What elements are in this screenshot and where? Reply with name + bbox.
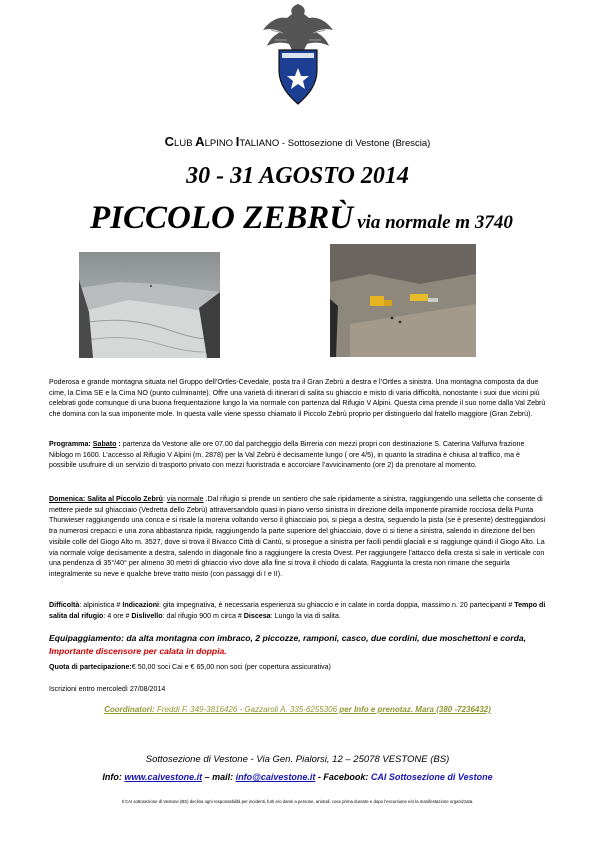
event-title: PICCOLO ZEBRÙ via normale m 3740 [90, 200, 513, 236]
equipment-paragraph: Equipaggiamento: da alta montagna con imbraco, 2 piccozze, ramponi, casco, due cordini, due moschettoni e corda, Importante discensore per calata in doppia. [49, 633, 527, 656]
difficulty-paragraph: Difficoltà: alpinistica # Indicazioni: gita impegnativa, è necessaria esperienza su ghiaccio e in calate in corda doppia, massimo n. 20 partecipanti # Tempo di salita dal rifugio: 4 ore # Dislivello: dal rifugio 900 m circa # Discesa: Lungo la via di salita. [49, 601, 546, 620]
event-date: 30 - 31 AGOSTO 2014 [186, 163, 409, 189]
coordinators-line: Coordinatori: Freddi F. 349-3816426 - Gazzaroli A. 335-6255306 per Info e prenotaz. Mara (380 -7236432) [104, 705, 491, 714]
domenica-paragraph: Domenica: Salita al Piccolo Zebrù: via normale .Dal rifugio si prende un sentiero che sale ripidamente a sinistra, raggiungendo una selletta che consente di mettere piede sul ghiacciaio (Vedretta dello Zebrù) attraversandolo quasi in piano verso sinistra in direzione della imponente piramide rocciosa della Punta Thurwieser raggiungendo una conca e si risale la morena voltando verso il ghiacciaio poi, si piega a destra, seguendo la pista (se è presente) destreggiandosi tra numerosi crepacci e una zona abbastanza ripida, raggiungendo la parte superiore del ghiacciaio, dove ci si tiene a sinistra, salendo in direzione del ben visibile colle del Giogo Alto m. 3527, dove si trova il Bivacco Città di Cantù, si prosegue a sinistra per facili pendii glaciali e si raggiunge quindi il Giogo Alto. La via normale volge decisamente a destra, salendo in diagonale fino a raggiungere la cresta Ovest. Per raggiungere l’attacco della cresta si sale in verticale con una pendenza di 35°/40° per almeno 30 metri di ghiaccio vivo dove alla fine si trova il chiodo di calata. Raggiunta la cresta non rimane che seguirla integralmente su neve e qualche breve tratto misto (con passaggi di I e II). [49, 495, 546, 578]
sabato-paragraph: Programma: Sabato : partenza da Vestone alle ore 07.00 dal parcheggio della Birreria con mezzi propri con destinazione S. Caterina Valfurva frazione Niblogo m 1600. L’accesso al Rifugio V Alpini (m. 2878) per la Val Zebrù è decisamente lungo ( ore 4/5), in quanto la stradina è chiusa al traffico, ma è possibile usufruire di un servizio di trasporto privato con mezzi fuoristrada e accorciare l’avvicinamento (ore 2) da prenotare al momento. [49, 440, 525, 470]
email-link[interactable]: info@caivestone.it [235, 772, 316, 782]
cai-logo [261, 0, 335, 112]
address-line: Sottosezione di Vestone - Via Gen. Pialorsi, 12 – 25078 VESTONE (BS) [145, 754, 450, 765]
fee-paragraph: Quota di partecipazione:€ 50,00 soci Cai e € 65,00 non soci (per copertura assicurativa) [49, 663, 331, 671]
registration-deadline: Iscrizioni entro mercoledì 27/08/2014 [49, 685, 166, 693]
refuge-photo [330, 244, 476, 357]
facebook-link[interactable]: CAI Sottosezione di Vestone [370, 772, 493, 782]
glacier-photo [79, 252, 220, 358]
intro-paragraph: Poderosa e grande montagna situata nel Gruppo dell’Ortles-Cevedale, posta tra il Gran Zebrù a destra e l’Ortles a sinistra. Una montagna composta da due cime, la Cima SE e la Cima NO (punto culminante). Offre una varietà di itinerari di salita su ghiaccio e misto di varia difficoltà, nonostante i suoi due vicini più celebrati gode comunque di una buona frequentazione lungo la via normale con partenza dal Rifugio V Alpini. Questa cima prende il suo nome dalla Val Zebrù che domina con la sua imponente mole. In questa valle viene spesso chiamato il Piccolo Zebrù proprio per distinguerlo dal fratello maggiore (Gran Zebrù). [49, 378, 546, 419]
disclaimer: Il CAI sottosezione di Vestone (BS) declina ogni responsabilità per incidenti, furti e/o danni a persone, animali, cose prima durante e dopo l’escursione e/o la manifestazione organizzata. [121, 799, 474, 804]
contact-line: Info: www.caivestone.it – mail: info@caivestone.it - Facebook: CAI Sottosezione di Vestone [102, 772, 493, 782]
website-link[interactable]: www.caivestone.it [124, 772, 203, 782]
club-header: CLUB ALPINO ITALIANO - Sottosezione di Vestone (Brescia) [164, 134, 431, 149]
